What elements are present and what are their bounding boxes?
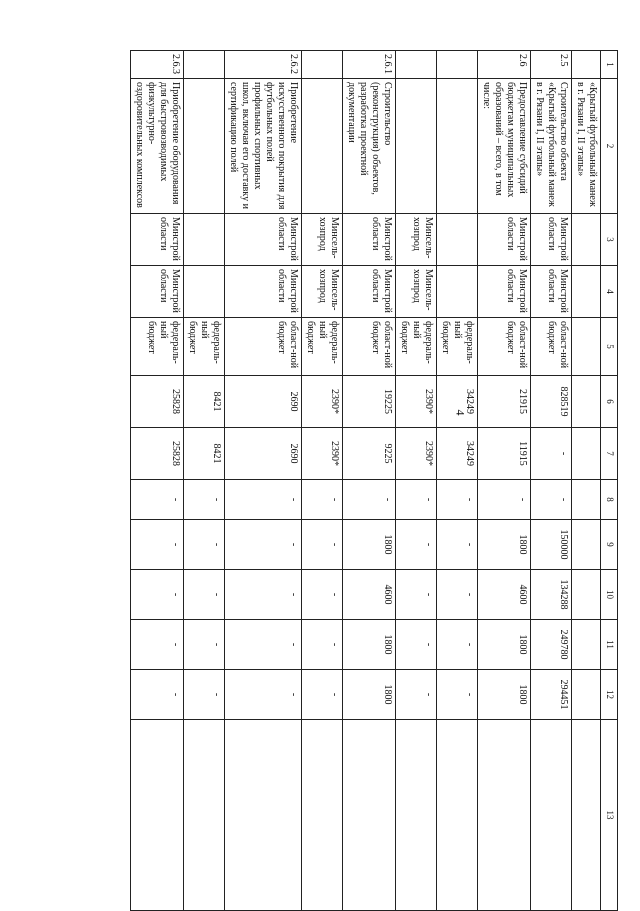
table-cell-col-12: -	[396, 670, 437, 720]
table-cell-col-6: 21915	[478, 376, 531, 428]
table-cell-col-13	[131, 720, 184, 911]
table-cell-col-3: Минстрой области	[225, 214, 302, 266]
column-number-header: 11	[601, 620, 618, 670]
column-number-header: 13	[601, 720, 618, 911]
table-cell-col-2: Приобретение искусственного покрытия для футбольных полей профильных спортивных школ, включая его доставку и сертификацию полей	[225, 79, 302, 214]
table-cell-col-9: -	[437, 520, 478, 570]
column-number-header: 10	[601, 570, 618, 620]
table-row	[396, 51, 437, 911]
table-row	[131, 51, 184, 911]
column-number-header: 6	[601, 376, 618, 428]
table-cell-col-2	[184, 79, 225, 214]
table-cell-col-5: област-ной бюджет	[343, 318, 396, 376]
table-cell-col-5: федераль-ный бюджет	[302, 318, 343, 376]
column-number-header: 2	[601, 79, 618, 214]
table-cell-col-9: 150000	[531, 520, 572, 570]
table-cell-col-3	[437, 214, 478, 266]
table-cell-col-8: -	[225, 480, 302, 520]
table-cell-col-13	[437, 720, 478, 911]
table-cell-col-4: Минстрой области	[478, 266, 531, 318]
table-cell-col-9	[572, 520, 601, 570]
table-cell-col-6: 8421	[184, 376, 225, 428]
table-cell-col-4	[184, 266, 225, 318]
table-cell-col-11: -	[225, 620, 302, 670]
table-cell-col-7: 34249	[437, 428, 478, 480]
table-cell-col-5: област-ной бюджет	[478, 318, 531, 376]
table-cell-col-5	[572, 318, 601, 376]
table-cell-col-10: 134288	[531, 570, 572, 620]
table-cell-col-6: 2690	[225, 376, 302, 428]
table-row	[572, 51, 601, 911]
table-cell-col-1: 2.6.2	[225, 51, 302, 79]
table-cell-col-12: 1800	[478, 670, 531, 720]
table-cell-col-4: Минстрой области	[131, 266, 184, 318]
table-cell-col-2	[396, 79, 437, 214]
table-cell-col-6: 34249	[437, 376, 478, 428]
table-row	[184, 51, 225, 911]
column-number-header: 1	[601, 51, 618, 79]
table-cell-col-7: 11915	[478, 428, 531, 480]
table-cell-col-5: федераль-ный бюджет	[184, 318, 225, 376]
table-cell-col-11: 249780	[531, 620, 572, 670]
table-cell-col-13	[343, 720, 396, 911]
table-cell-col-4: Минстрой области	[343, 266, 396, 318]
table-cell-col-4: Минсель-хозпрод	[396, 266, 437, 318]
table-cell-col-13	[396, 720, 437, 911]
table-cell-col-11: -	[437, 620, 478, 670]
budget-table-sheet	[53, 50, 618, 860]
table-cell-col-9: 1800	[343, 520, 396, 570]
table-cell-col-11: -	[131, 620, 184, 670]
column-number-header: 8	[601, 480, 618, 520]
table-cell-col-5: област-ной бюджет	[531, 318, 572, 376]
table-cell-col-1	[437, 51, 478, 79]
table-row	[343, 51, 396, 911]
table-cell-col-11: -	[302, 620, 343, 670]
table-cell-col-3: Минсель-хозпрод	[302, 214, 343, 266]
table-cell-col-3	[572, 214, 601, 266]
table-cell-col-6: 2390*	[396, 376, 437, 428]
table-cell-col-3: Минстрой области	[478, 214, 531, 266]
table-row	[478, 51, 531, 911]
table-cell-col-1: 2.6.3	[131, 51, 184, 79]
table-cell-col-13	[302, 720, 343, 911]
table-cell-col-5: федераль-ный бюджет	[437, 318, 478, 376]
table-cell-col-10: -	[302, 570, 343, 620]
table-cell-col-9: -	[396, 520, 437, 570]
table-cell-col-3	[184, 214, 225, 266]
column-number-header: 12	[601, 670, 618, 720]
table-cell-col-10: -	[225, 570, 302, 620]
table-cell-col-2	[302, 79, 343, 214]
table-cell-col-5: област-ной бюджет	[225, 318, 302, 376]
table-cell-col-6	[572, 376, 601, 428]
table-cell-col-11	[572, 620, 601, 670]
table-cell-col-12: -	[437, 670, 478, 720]
table-cell-col-10: 4600	[343, 570, 396, 620]
table-cell-col-6: 25828	[131, 376, 184, 428]
table-cell-col-12	[572, 670, 601, 720]
table-cell-col-12: 294451	[531, 670, 572, 720]
table-cell-col-10: -	[437, 570, 478, 620]
table-cell-col-1: 2.6.1	[343, 51, 396, 79]
table-cell-col-7: 8421	[184, 428, 225, 480]
table-cell-col-12: -	[131, 670, 184, 720]
budget-table	[130, 50, 618, 911]
table-cell-col-8: -	[131, 480, 184, 520]
table-cell-col-7: 25828	[131, 428, 184, 480]
table-cell-col-1	[572, 51, 601, 79]
table-cell-col-2: Строительство (реконструкция) объектов, разработка проектной документации	[343, 79, 396, 214]
table-cell-col-12: -	[184, 670, 225, 720]
table-cell-col-10: -	[131, 570, 184, 620]
table-cell-col-13	[572, 720, 601, 911]
table-cell-col-8: -	[531, 480, 572, 520]
table-cell-col-10: -	[396, 570, 437, 620]
table-cell-col-4	[437, 266, 478, 318]
table-cell-col-4: Минсель-хозпрод	[302, 266, 343, 318]
table-body	[131, 51, 601, 911]
table-cell-col-1: 2.6	[478, 51, 531, 79]
table-cell-col-3: Минстрой области	[131, 214, 184, 266]
table-cell-col-1	[184, 51, 225, 79]
table-cell-col-8: -	[437, 480, 478, 520]
table-cell-col-8: -	[184, 480, 225, 520]
table-cell-col-9: -	[131, 520, 184, 570]
table-cell-col-4: Минстрой области	[225, 266, 302, 318]
table-row	[531, 51, 572, 911]
table-cell-col-7: 2690	[225, 428, 302, 480]
table-cell-col-3: Минсель-хозпрод	[396, 214, 437, 266]
table-cell-col-2: Приобретение оборудования для быстровозводимых физкультурно-оздоровительных комплексов	[131, 79, 184, 214]
table-cell-col-2: Предоставление субсидий бюджетам муниципальных образований – всего, в том числе:	[478, 79, 531, 214]
column-number-header: 5	[601, 318, 618, 376]
table-cell-col-12: 1800	[343, 670, 396, 720]
table-cell-col-1	[396, 51, 437, 79]
table-cell-col-6: 2390*	[302, 376, 343, 428]
table-cell-col-4	[572, 266, 601, 318]
table-cell-col-10: 4600	[478, 570, 531, 620]
table-cell-col-7: 9225	[343, 428, 396, 480]
table-cell-col-9: -	[302, 520, 343, 570]
table-cell-col-1: 2.5	[531, 51, 572, 79]
table-cell-col-2: Строительство объекта «Крытый футбольный манеж в г. Рязани I, II этапы»	[531, 79, 572, 214]
table-cell-col-13	[531, 720, 572, 911]
table-cell-col-7	[572, 428, 601, 480]
table-cell-col-13	[184, 720, 225, 911]
table-row	[437, 51, 478, 911]
table-cell-col-9: 1800	[478, 520, 531, 570]
table-row	[302, 51, 343, 911]
table-cell-col-11: -	[184, 620, 225, 670]
table-cell-col-10	[572, 570, 601, 620]
page-number: 4	[453, 409, 468, 416]
table-cell-col-8	[572, 480, 601, 520]
table-cell-col-8: -	[478, 480, 531, 520]
table-cell-col-4: Минстрой области	[531, 266, 572, 318]
table-cell-col-2	[437, 79, 478, 214]
column-number-header: 3	[601, 214, 618, 266]
table-cell-col-8: -	[343, 480, 396, 520]
table-cell-col-8: -	[302, 480, 343, 520]
table-cell-col-3: Минстрой области	[531, 214, 572, 266]
table-cell-col-5: федераль-ный бюджет	[131, 318, 184, 376]
table-cell-col-1	[302, 51, 343, 79]
table-cell-col-13	[225, 720, 302, 911]
table-cell-col-5: федераль-ный бюджет	[396, 318, 437, 376]
table-cell-col-13	[478, 720, 531, 911]
table-cell-col-11: -	[396, 620, 437, 670]
column-number-header: 7	[601, 428, 618, 480]
table-cell-col-7: -	[531, 428, 572, 480]
table-cell-col-9: -	[225, 520, 302, 570]
table-cell-col-7: 2390*	[396, 428, 437, 480]
table-cell-col-10: -	[184, 570, 225, 620]
table-cell-col-2: «Крытый футбольный манеж в г. Рязани I, II этапы»	[572, 79, 601, 214]
table-cell-col-3: Минстрой области	[343, 214, 396, 266]
table-cell-col-6: 828519	[531, 376, 572, 428]
column-number-row	[601, 51, 618, 911]
table-cell-col-11: 1800	[478, 620, 531, 670]
column-number-header: 9	[601, 520, 618, 570]
table-cell-col-8: -	[396, 480, 437, 520]
table-cell-col-12: -	[302, 670, 343, 720]
column-number-header: 4	[601, 266, 618, 318]
table-row	[225, 51, 302, 911]
table-cell-col-11: 1800	[343, 620, 396, 670]
table-cell-col-9: -	[184, 520, 225, 570]
table-cell-col-6: 19225	[343, 376, 396, 428]
table-cell-col-12: -	[225, 670, 302, 720]
table-cell-col-7: 2390*	[302, 428, 343, 480]
